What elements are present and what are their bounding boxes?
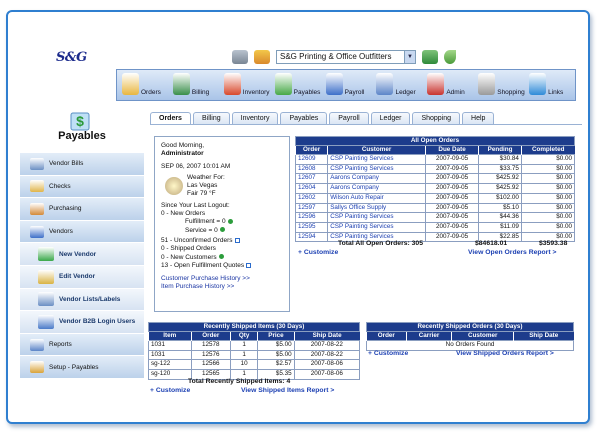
table-cell: $0.00 <box>521 174 574 184</box>
table-row[interactable] <box>296 164 575 174</box>
column-header: Ship Date <box>294 332 359 341</box>
tab-payroll[interactable]: Payroll <box>329 112 368 124</box>
module-bar <box>116 69 576 101</box>
ledger-icon <box>376 73 393 95</box>
company-select[interactable] <box>276 50 416 64</box>
vendor-bills-icon <box>30 158 44 170</box>
table-cell: CSP Painting Services <box>328 222 426 232</box>
table-cell: $425.92 <box>479 174 522 184</box>
print-icon[interactable] <box>232 50 248 64</box>
module-label: Payables <box>293 89 321 96</box>
sidebar-item-label: Purchasing <box>49 205 82 213</box>
module-label: Orders <box>141 89 161 96</box>
shipped-orders-customize-link[interactable]: + Customize <box>368 350 409 357</box>
sidebar-item-vendor-lists-labels[interactable] <box>20 288 144 311</box>
table-cell: 12596 <box>296 213 328 223</box>
sidebar-item-new-vendor[interactable] <box>20 242 144 265</box>
setup-icon <box>30 361 44 373</box>
module-label: Ledger <box>395 89 416 96</box>
sidebar-item-label: Reports <box>49 341 72 349</box>
edit-icon[interactable] <box>246 263 251 268</box>
table-cell: 12607 <box>296 174 328 184</box>
table-cell: 12597 <box>296 203 328 213</box>
tab-billing[interactable]: Billing <box>193 112 230 124</box>
module-payables[interactable] <box>270 70 321 100</box>
table-row[interactable] <box>296 193 575 203</box>
table-cell: $22.85 <box>479 232 522 242</box>
table-cell: Aarons Company <box>328 174 426 184</box>
sidebar-item-edit-vendor[interactable] <box>20 265 144 288</box>
sidebar-item-setup-payables[interactable] <box>20 355 144 378</box>
shipped-items-total-label: Total Recently Shipped Items: 4 <box>188 378 291 385</box>
open-orders-total-pending: $84618.01 <box>475 240 508 247</box>
vendor-lists-icon <box>38 292 54 306</box>
module-billing[interactable] <box>168 70 219 100</box>
table-cell: 12604 <box>296 184 328 194</box>
shipped-orders-count: 0 - Shipped Orders <box>161 245 216 253</box>
open-orders-total-label: Total All Open Orders: 305 <box>338 240 423 247</box>
table-cell: 12576 <box>191 350 231 360</box>
table-cell: 2007-08-22 <box>294 341 359 351</box>
greeting-text: Good Morning, <box>161 142 204 149</box>
table-cell: $11.09 <box>479 222 522 232</box>
tab-divider <box>150 124 582 125</box>
shipped-items-report-link[interactable]: View Shipped Items Report > <box>241 387 335 394</box>
module-links[interactable] <box>524 70 575 100</box>
weather-icon <box>165 177 183 195</box>
sidebar-item-label: Edit Vendor <box>59 273 96 281</box>
status-dot-icon <box>220 227 225 232</box>
tab-shopping[interactable]: Shopping <box>412 112 460 124</box>
table-cell: $0.00 <box>521 184 574 194</box>
module-shopping[interactable] <box>473 70 524 100</box>
unconfirmed-orders-link[interactable]: 51 - Unconfirmed Orders <box>161 236 233 244</box>
table-cell: Wilson Auto Repair <box>328 193 426 203</box>
table-cell: $425.92 <box>479 184 522 194</box>
column-header: Pending <box>479 146 522 155</box>
sidebar-item-checks[interactable] <box>20 175 144 198</box>
column-header: Customer <box>452 332 514 341</box>
table-cell: 12602 <box>296 193 328 203</box>
users-icon[interactable] <box>254 50 270 64</box>
table-row[interactable] <box>149 350 360 360</box>
table-cell: CSP Painting Services <box>328 155 426 165</box>
module-label: Billing <box>191 89 210 96</box>
checks-icon <box>30 180 44 192</box>
tab-bar <box>150 112 494 124</box>
table-cell: $5.00 <box>258 341 294 351</box>
item-purchase-history-link[interactable]: Item Purchase History >> <box>161 283 235 291</box>
vendors-icon <box>30 226 44 238</box>
table-cell: $30.84 <box>479 155 522 165</box>
table-cell: 2007-09-05 <box>425 222 478 232</box>
open-quotes-link[interactable]: 13 - Open Fulfillment Quotes <box>161 261 245 269</box>
customer-purchase-history-link[interactable]: Customer Purchase History >> <box>161 275 250 283</box>
column-header: Price <box>258 332 294 341</box>
table-row[interactable] <box>296 184 575 194</box>
shipped-items-title: Recently Shipped Items (30 Days) <box>149 323 360 332</box>
tab-ledger[interactable]: Ledger <box>371 112 411 124</box>
table-row[interactable] <box>296 203 575 213</box>
fulfillment-count: Fulfillment = 0 <box>185 218 226 226</box>
table-cell: CSP Painting Services <box>328 213 426 223</box>
current-datetime: SEP 06, 2007 10:01 AM <box>161 162 231 170</box>
module-label: Payroll <box>344 89 365 96</box>
shipped-orders-table <box>366 322 574 351</box>
table-cell: sg-122 <box>149 360 192 370</box>
since-logout-label: Since Your Last Logout: <box>161 201 230 209</box>
shipped-orders-report-link[interactable]: View Shipped Orders Report > <box>456 350 554 357</box>
module-ledger[interactable] <box>371 70 422 100</box>
reports-icon <box>30 339 44 351</box>
edit-vendor-icon <box>38 270 54 284</box>
sidebar-item-label: Vendor Lists/Labels <box>59 295 121 303</box>
edit-icon[interactable] <box>235 238 240 243</box>
column-header: Ship Date <box>513 332 573 341</box>
new-customers-count: 0 - New Customers <box>161 253 217 261</box>
table-cell: $0.00 <box>521 213 574 223</box>
table-cell: 2007-09-05 <box>425 174 478 184</box>
tab-payables[interactable]: Payables <box>280 112 327 124</box>
company-toolbar <box>232 50 456 64</box>
table-cell: $0.00 <box>521 232 574 242</box>
module-label: Inventory <box>242 89 270 96</box>
weather-condition: Fair 79 °F <box>187 190 216 198</box>
open-orders-title: All Open Orders <box>296 137 575 146</box>
user-name: Administrator <box>161 150 204 158</box>
table-cell: Aarons Company <box>328 184 426 194</box>
table-cell: 12609 <box>296 155 328 165</box>
shipped-orders-title: Recently Shipped Orders (30 Days) <box>367 323 574 332</box>
sidebar-item-label: Vendor B2B Login Users <box>59 318 136 326</box>
payroll-icon <box>326 73 343 95</box>
shopping-icon <box>478 73 495 95</box>
table-cell: 2007-09-05 <box>425 184 478 194</box>
sidebar-item-reports[interactable] <box>20 333 144 356</box>
column-header: Carrier <box>406 332 452 341</box>
table-cell: $5.35 <box>258 370 294 380</box>
table-cell: $2.57 <box>258 360 294 370</box>
column-header: Due Date <box>425 146 478 155</box>
table-row[interactable] <box>296 222 575 232</box>
table-row[interactable] <box>296 213 575 223</box>
sidebar-item-vendors[interactable] <box>20 220 144 243</box>
column-header: Order <box>296 146 328 155</box>
table-cell: 1 <box>231 341 258 351</box>
table-cell: $0.00 <box>521 193 574 203</box>
purchasing-icon <box>30 203 44 215</box>
table-cell: 2007-09-05 <box>425 155 478 165</box>
table-cell: 12566 <box>191 360 231 370</box>
inventory-icon <box>224 73 241 95</box>
table-cell: 2007-09-05 <box>425 232 478 242</box>
table-cell: 2007-09-05 <box>425 193 478 203</box>
billing-icon <box>173 73 190 95</box>
table-cell: 12578 <box>191 341 231 351</box>
tab-orders[interactable]: Orders <box>150 112 191 124</box>
sidebar-item-label: Checks <box>49 182 71 190</box>
sidebar-item-label: Vendors <box>49 228 73 236</box>
sidebar-item-vendor-b2b-login-users[interactable] <box>20 310 144 333</box>
column-header: Order <box>367 332 407 341</box>
column-header: Qty <box>231 332 258 341</box>
status-dot-icon <box>228 219 233 224</box>
open-orders-report-link[interactable]: View Open Orders Report > <box>468 249 557 256</box>
sidebar-item-label: New Vendor <box>59 250 97 258</box>
open-orders-customize-link[interactable]: + Customize <box>298 249 339 256</box>
sidebar-item-purchasing[interactable] <box>20 197 144 220</box>
sidebar-item-label: Vendor Bills <box>49 160 84 168</box>
open-orders-total-completed: $3593.38 <box>539 240 568 247</box>
links-icon <box>529 73 546 95</box>
table-cell: Sallys Office Supply <box>328 203 426 213</box>
new-orders-count: 0 - New Orders <box>161 210 206 218</box>
table-cell: 2007-08-22 <box>294 350 359 360</box>
table-cell: $0.00 <box>521 203 574 213</box>
column-header: Completed <box>521 146 574 155</box>
table-cell: 2007-08-06 <box>294 360 359 370</box>
table-cell: 12608 <box>296 164 328 174</box>
sidebar <box>20 152 144 378</box>
admin-icon <box>427 73 444 95</box>
payables-icon <box>275 73 292 95</box>
orders-icon <box>122 73 139 95</box>
table-row[interactable] <box>149 341 360 351</box>
table-cell: $0.00 <box>521 164 574 174</box>
table-cell: sg-120 <box>149 370 192 380</box>
table-row[interactable] <box>296 174 575 184</box>
table-cell: 2007-09-05 <box>425 203 478 213</box>
greeting-panel <box>154 136 290 312</box>
sidebar-item-vendor-bills[interactable] <box>20 152 144 175</box>
forward-arrow-icon[interactable] <box>444 50 456 64</box>
module-label: Admin <box>446 89 465 96</box>
table-cell: $5.10 <box>479 203 522 213</box>
table-cell: 12565 <box>191 370 231 380</box>
table-cell: 1 <box>231 370 258 380</box>
table-cell: 2007-09-05 <box>425 164 478 174</box>
module-admin[interactable] <box>422 70 473 100</box>
table-cell: CSP Painting Services <box>328 164 426 174</box>
column-header: Item <box>149 332 192 341</box>
shipped-items-table <box>148 322 360 380</box>
module-inventory[interactable] <box>219 70 270 100</box>
table-cell: 12594 <box>296 232 328 242</box>
table-cell: 2007-09-05 <box>425 213 478 223</box>
tab-help[interactable]: Help <box>462 112 494 124</box>
table-cell: 1031 <box>149 350 192 360</box>
table-cell: 10 <box>231 360 258 370</box>
weather-city: Las Vegas <box>187 182 218 190</box>
column-header: Customer <box>328 146 426 155</box>
table-row[interactable] <box>296 155 575 165</box>
table-row[interactable] <box>149 360 360 370</box>
table-cell: CSP Painting Services <box>328 232 426 242</box>
sidebar-title: Payables <box>58 130 106 142</box>
svg-text:$: $ <box>76 113 84 129</box>
app-frame <box>6 10 590 424</box>
tab-inventory[interactable]: Inventory <box>232 112 279 124</box>
table-cell: $0.00 <box>521 222 574 232</box>
payables-icon <box>68 108 94 132</box>
open-orders-table <box>295 136 575 242</box>
table-cell: $0.00 <box>521 155 574 165</box>
weather-label: Weather For: <box>187 173 225 181</box>
table-cell: 1031 <box>149 341 192 351</box>
company-select-value: S&G Printing & Office Outfitters <box>280 52 392 61</box>
weather-widget <box>165 174 283 199</box>
module-payroll[interactable] <box>321 70 372 100</box>
module-orders[interactable] <box>117 70 168 100</box>
table-cell: 12595 <box>296 222 328 232</box>
chevron-down-icon[interactable]: ▼ <box>404 51 415 63</box>
table-cell: 2007-08-06 <box>294 370 359 380</box>
table-cell: $102.00 <box>479 193 522 203</box>
module-label: Shopping <box>497 89 525 96</box>
vendor-b2b-icon <box>38 315 54 329</box>
table-cell: 1 <box>231 350 258 360</box>
status-dot-icon <box>219 254 224 259</box>
table-cell: $5.00 <box>258 350 294 360</box>
app-logo: S&G <box>56 50 87 65</box>
column-header: Order <box>191 332 231 341</box>
table-cell: $33.75 <box>479 164 522 174</box>
module-label: Links <box>548 89 564 96</box>
shipped-items-customize-link[interactable]: + Customize <box>150 387 191 394</box>
new-vendor-icon <box>38 247 54 261</box>
sidebar-item-label: Setup - Payables <box>49 363 99 371</box>
shipped-orders-empty: No Orders Found <box>367 341 574 351</box>
table-cell: $44.36 <box>479 213 522 223</box>
service-count: Service = 0 <box>185 226 218 234</box>
home-icon[interactable] <box>422 50 438 64</box>
